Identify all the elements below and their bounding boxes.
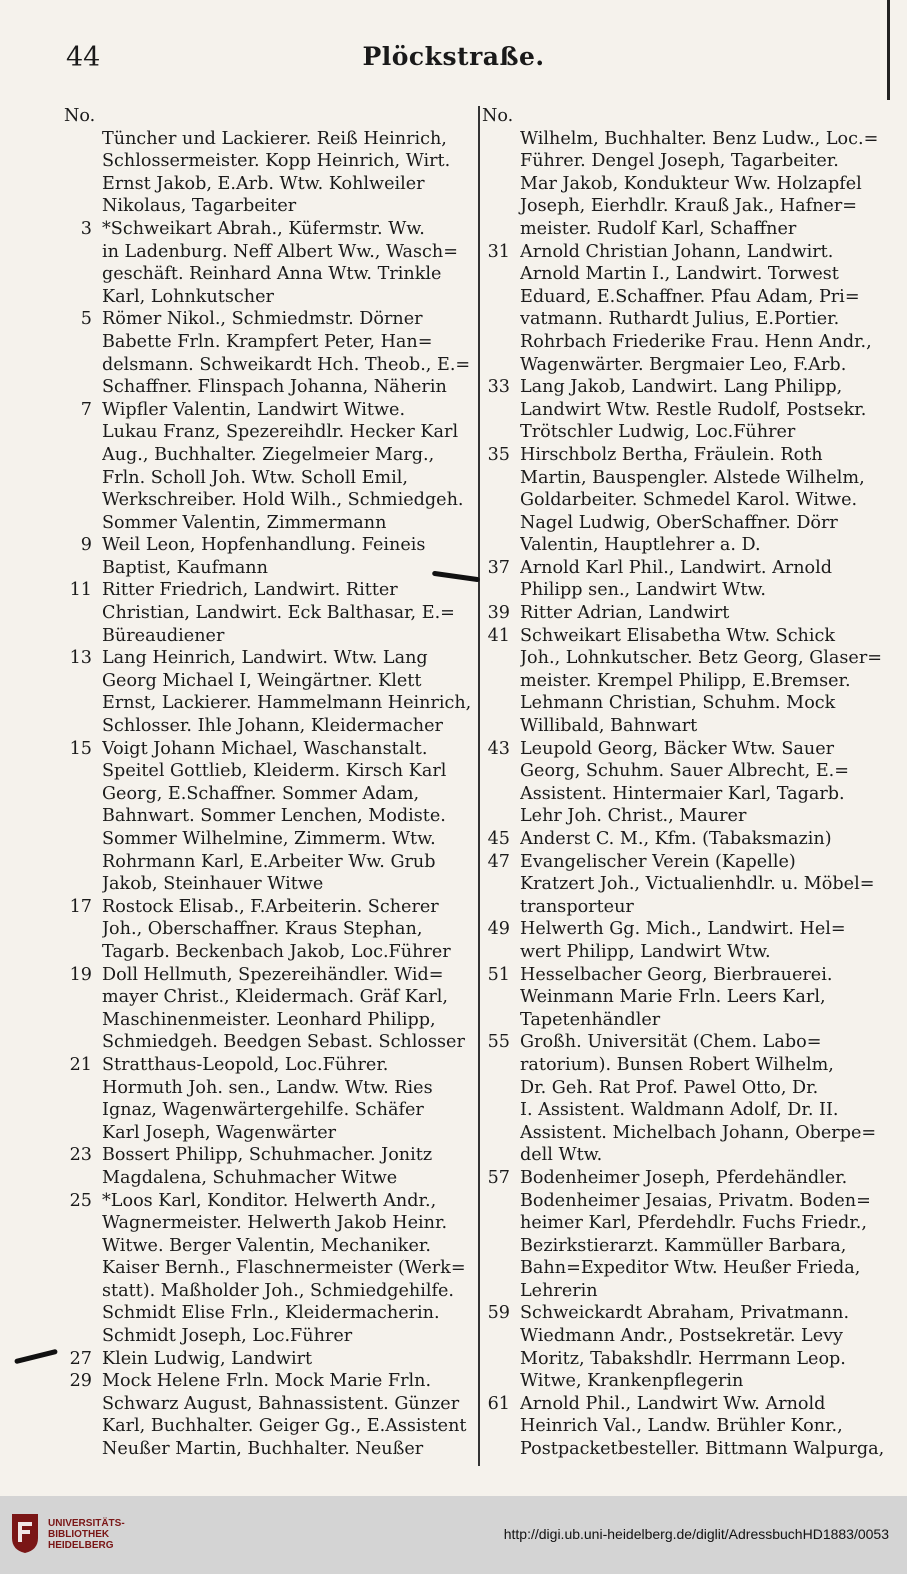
address-entry xyxy=(62,534,472,579)
entry-line: Valentin, Hauptlehrer a. D. xyxy=(520,535,761,556)
house-number: 39 xyxy=(487,603,510,624)
house-number: 29 xyxy=(69,1371,92,1392)
address-entry xyxy=(480,1167,892,1303)
entry-line: Sommer Valentin, Zimmermann xyxy=(102,512,387,533)
house-number: 41 xyxy=(487,625,510,646)
entry-line: vatmann. Ruthardt Julius, E.Portier. xyxy=(520,309,840,330)
house-number: 9 xyxy=(80,535,92,556)
house-number: 49 xyxy=(487,919,510,940)
entry-line: Georg Michael I, Weingärtner. Klett xyxy=(102,670,422,691)
house-number: 7 xyxy=(80,399,92,420)
text-line: Schlossermeister. Kopp Heinrich, Wirt. xyxy=(102,151,451,172)
address-entry xyxy=(62,1144,472,1189)
entry-line: Frln. Scholl Joh. Wtw. Scholl Emil, xyxy=(102,467,408,488)
entry-line: transporteur xyxy=(520,896,634,917)
address-entry xyxy=(480,376,892,444)
entry-line: Maschinenmeister. Leonhard Philipp, xyxy=(102,1009,436,1030)
entry-line: Christian, Landwirt. Eck Balthasar, E.= xyxy=(102,603,455,624)
address-entry xyxy=(480,851,892,919)
entry-line: Lehmann Christian, Schuhm. Mock xyxy=(520,693,836,714)
entry-line: Witwe, Krankenpflegerin xyxy=(520,1371,744,1392)
entry-line: Büreaudiener xyxy=(102,625,225,646)
address-entry xyxy=(480,557,892,602)
entry-line: Assistent. Hintermaier Karl, Tagarb. xyxy=(520,783,845,804)
footer-bar xyxy=(0,1496,907,1574)
text-line: Führer. Dengel Joseph, Tagarbeiter. xyxy=(520,151,839,172)
entry-line: Nagel Ludwig, OberSchaffner. Dörr xyxy=(520,512,838,533)
entry-line: Hesselbacher Georg, Bierbrauerei. xyxy=(520,964,833,985)
entry-line: Bahn=Expeditor Wtw. Heußer Frieda, xyxy=(520,1258,861,1279)
right-entries xyxy=(480,241,892,1461)
house-number: 33 xyxy=(487,377,510,398)
page-number: 44 xyxy=(66,42,101,73)
entry-line: Georg, E.Schaffner. Sommer Adam, xyxy=(102,783,420,804)
entry-line: Wiedmann Andr., Postsekretär. Levy xyxy=(520,1326,843,1347)
text-line: Nikolaus, Tagarbeiter xyxy=(102,196,297,217)
library-line: BIBLIOTHEK xyxy=(48,1529,110,1540)
entry-line: Doll Hellmuth, Spezereihändler. Wid= xyxy=(102,964,444,985)
house-number: 31 xyxy=(487,241,510,262)
entry-line: Rohrmann Karl, E.Arbeiter Ww. Grub xyxy=(102,851,436,872)
entry-line: Bossert Philipp, Schuhmacher. Jonitz xyxy=(102,1145,433,1166)
entry-line: dell Wtw. xyxy=(520,1145,603,1166)
entry-line: Karl, Lohnkutscher xyxy=(102,286,274,307)
address-entry xyxy=(480,1302,892,1392)
entry-line: Weil Leon, Hopfenhandlung. Feineis xyxy=(102,535,426,556)
entry-line: wert Philipp, Landwirt Wtw. xyxy=(520,941,771,962)
house-number: 45 xyxy=(487,829,510,849)
university-seal-icon xyxy=(8,1512,42,1554)
entry-line: Witwe. Berger Valentin, Mechaniker. xyxy=(102,1235,431,1256)
entry-line: Wagnermeister. Helwerth Jakob Heinr. xyxy=(102,1213,448,1234)
address-entry xyxy=(480,444,892,557)
entry-line: Mock Helene Frln. Mock Marie Frln. xyxy=(102,1371,432,1392)
entry-line: Landwirt Wtw. Restle Rudolf, Postsekr. xyxy=(520,399,867,420)
house-number: 59 xyxy=(487,1303,510,1324)
left-entries xyxy=(62,218,472,1461)
entry-line: Goldarbeiter. Schmedel Karol. Witwe. xyxy=(520,490,858,511)
page-title: Plöckstraße. xyxy=(362,42,545,71)
entry-line: Aug., Buchhalter. Ziegelmeier Marg., xyxy=(102,444,435,465)
entry-line: Werkschreiber. Hold Wilh., Schmiedgeh. xyxy=(102,490,464,511)
entry-line: Stratthaus-Leopold, Loc.Führer. xyxy=(102,1054,389,1075)
continuation xyxy=(480,128,892,241)
entry-line: Schlosser. Ihle Johann, Kleidermacher xyxy=(102,716,443,737)
text-line: Ernst Jakob, E.Arb. Wtw. Kohlweiler xyxy=(102,173,425,194)
text-line: Joseph, Eierhdlr. Krauß Jak., Hafner= xyxy=(520,196,857,217)
entry-line: Eduard, E.Schaffner. Pfau Adam, Pri= xyxy=(520,286,860,307)
entry-line: meister. Krempel Philipp, E.Bremser. xyxy=(520,670,851,691)
entry-line: Arnold Karl Phil., Landwirt. Arnold xyxy=(520,557,833,578)
address-entry xyxy=(62,1370,472,1460)
address-entry xyxy=(480,1393,892,1461)
entry-line: Bezirkstierarzt. Kammüller Barbara, xyxy=(520,1235,847,1256)
entry-line: *Schweikart Abrah., Küfermstr. Ww. xyxy=(102,218,425,239)
address-entry xyxy=(480,828,892,851)
entry-line: geschäft. Reinhard Anna Wtw. Trinkle xyxy=(102,264,442,285)
pen-mark xyxy=(14,1349,58,1364)
entry-line: Bodenheimer Jesaias, Privatm. Boden= xyxy=(520,1190,871,1211)
house-number: 15 xyxy=(69,738,92,759)
address-entry xyxy=(62,308,472,398)
source-url-link[interactable]: http://digi.ub.uni-heidelberg.de/diglit/AdressbuchHD1883/0053 xyxy=(503,1526,889,1542)
entry-line: Kratzert Joh., Victualienhdlr. u. Möbel= xyxy=(520,874,875,895)
house-number: 13 xyxy=(69,648,92,669)
left-column xyxy=(62,105,472,1461)
house-number: 11 xyxy=(69,580,92,601)
entry-line: Lang Heinrich, Landwirt. Wtw. Lang xyxy=(102,648,428,669)
entry-line: Arnold Christian Johann, Landwirt. xyxy=(520,241,834,262)
house-number: 57 xyxy=(487,1167,510,1188)
continuation xyxy=(62,128,472,218)
house-number: 35 xyxy=(487,444,510,465)
house-number: 51 xyxy=(487,964,510,985)
text-line: Tüncher und Lackierer. Reiß Heinrich, xyxy=(102,128,447,149)
entry-line: Schmidt Joseph, Loc.Führer xyxy=(102,1326,353,1347)
column-heading: No. xyxy=(64,106,96,126)
entry-line: Willibald, Bahnwart xyxy=(520,716,698,737)
house-number: 21 xyxy=(69,1054,92,1075)
address-entry xyxy=(480,918,892,963)
entry-line: Ernst, Lackierer. Hammelmann Heinrich, xyxy=(102,693,472,714)
entry-line: Schweickardt Abraham, Privatmann. xyxy=(520,1303,850,1324)
house-number: 37 xyxy=(487,557,510,578)
address-entry xyxy=(62,738,472,896)
address-entry xyxy=(62,647,472,737)
text-line: Wilhelm, Buchhalter. Benz Ludw., Loc.= xyxy=(520,128,879,149)
entry-line: Helwerth Gg. Mich., Landwirt. Hel= xyxy=(520,919,846,940)
entry-line: Heinrich Val., Landw. Brühler Konr., xyxy=(520,1416,843,1437)
library-name xyxy=(48,1518,125,1551)
entry-line: Baptist, Kaufmann xyxy=(102,557,268,578)
entry-line: Römer Nikol., Schmiedmstr. Dörner xyxy=(102,309,423,330)
entry-line: Bahnwart. Sommer Lenchen, Modiste. xyxy=(102,806,446,827)
entry-line: Evangelischer Verein (Kapelle) xyxy=(520,851,796,872)
entry-line: Philipp sen., Landwirt Wtw. xyxy=(520,580,766,601)
column-heading: No. xyxy=(482,106,514,126)
entry-line: Schweikart Elisabetha Wtw. Schick xyxy=(520,625,836,646)
entry-line: Lukau Franz, Spezereihdlr. Hecker Karl xyxy=(102,422,459,443)
entry-line: Klein Ludwig, Landwirt xyxy=(102,1348,313,1369)
entry-line: Kaiser Bernh., Flaschnermeister (Werk= xyxy=(102,1258,466,1279)
entry-line: Bodenheimer Joseph, Pferdehändler. xyxy=(520,1167,848,1188)
house-number: 55 xyxy=(487,1032,510,1053)
house-number: 17 xyxy=(69,896,92,917)
entry-line: Joh., Oberschaffner. Kraus Stephan, xyxy=(102,919,423,940)
entry-line: Hirschbolz Bertha, Fräulein. Roth xyxy=(520,444,823,465)
entry-line: delsmann. Schweikardt Hch. Theob., E.= xyxy=(102,354,471,375)
entry-line: ratorium). Bunsen Robert Wilhelm, xyxy=(520,1054,834,1075)
entry-line: Schaffner. Flinspach Johanna, Näherin xyxy=(102,377,447,398)
entry-line: Schmiedgeh. Beedgen Sebast. Schlosser xyxy=(102,1032,465,1053)
entry-line: Wipfler Valentin, Landwirt Witwe. xyxy=(102,399,406,420)
address-entry xyxy=(62,1348,472,1371)
entry-line: Schmidt Elise Frln., Kleidermacherin. xyxy=(102,1303,440,1324)
entry-line: Weinmann Marie Frln. Leers Karl, xyxy=(520,987,826,1008)
entry-line: Speitel Gottlieb, Kleiderm. Kirsch Karl xyxy=(102,761,447,782)
entry-line: Voigt Johann Michael, Waschanstalt. xyxy=(102,738,428,759)
house-number: 5 xyxy=(80,309,92,330)
address-entry xyxy=(480,241,892,377)
entry-line: Magdalena, Schuhmacher Witwe xyxy=(102,1167,398,1188)
entry-line: Lehrerin xyxy=(520,1280,598,1301)
text-line: Mar Jakob, Kondukteur Ww. Holzapfel xyxy=(520,173,862,194)
entry-line: Rostock Elisab., F.Arbeiterin. Scherer xyxy=(102,896,439,917)
entry-line: Hormuth Joh. sen., Landw. Wtw. Ries xyxy=(102,1077,433,1098)
entry-line: I. Assistent. Waldmann Adolf, Dr. II. xyxy=(520,1100,839,1121)
entry-line: Leupold Georg, Bäcker Wtw. Sauer xyxy=(520,738,835,759)
house-number: 61 xyxy=(487,1393,510,1414)
entry-line: Assistent. Michelbach Johann, Oberpe= xyxy=(520,1122,877,1143)
entry-line: mayer Christ., Kleidermach. Gräf Karl, xyxy=(102,987,448,1008)
entry-line: *Loos Karl, Konditor. Helwerth Andr., xyxy=(102,1190,437,1211)
entry-line: heimer Karl, Pferdehdlr. Fuchs Friedr., xyxy=(520,1213,867,1234)
address-entry xyxy=(480,602,892,625)
right-column xyxy=(480,105,892,1461)
entry-line: Rohrbach Friederike Frau. Henn Andr., xyxy=(520,331,872,352)
entry-line: Ritter Friedrich, Landwirt. Ritter xyxy=(102,580,398,601)
address-entry xyxy=(62,1054,472,1144)
entry-line: Wagenwärter. Bergmaier Leo, F.Arb. xyxy=(520,354,847,375)
text-line: meister. Rudolf Karl, Schaffner xyxy=(520,218,797,239)
entry-line: Anderst C. M., Kfm. (Tabaksmazin) xyxy=(520,829,832,849)
address-entry xyxy=(480,625,892,738)
entry-line: Martin, Bauspengler. Alstede Wilhelm, xyxy=(520,467,865,488)
library-line: UNIVERSITÄTS- xyxy=(48,1518,125,1529)
house-number: 27 xyxy=(69,1348,92,1369)
house-number: 23 xyxy=(69,1145,92,1166)
house-number: 47 xyxy=(487,851,510,872)
address-entry xyxy=(62,218,472,308)
entry-line: statt). Maßholder Joh., Schmiedgehilfe. xyxy=(102,1280,455,1301)
entry-line: Schwarz August, Bahnassistent. Günzer xyxy=(102,1393,460,1414)
entry-line: Moritz, Tabakshdlr. Herrmann Leop. xyxy=(520,1348,846,1369)
entry-line: Großh. Universität (Chem. Labo= xyxy=(520,1032,822,1053)
address-entry xyxy=(62,964,472,1054)
entry-line: Neußer Martin, Buchhalter. Neußer xyxy=(102,1439,424,1460)
entry-line: Tapetenhändler xyxy=(520,1009,661,1030)
entry-line: Trötschler Ludwig, Loc.Führer xyxy=(520,422,796,443)
house-number: 3 xyxy=(80,218,92,239)
library-line: HEIDELBERG xyxy=(48,1540,114,1551)
entry-line: Dr. Geh. Rat Prof. Pawel Otto, Dr. xyxy=(520,1077,819,1098)
house-number: 19 xyxy=(69,964,92,985)
address-entry xyxy=(62,1190,472,1348)
entry-line: Georg, Schuhm. Sauer Albrecht, E.= xyxy=(520,761,850,782)
entry-line: Babette Frln. Krampfert Peter, Han= xyxy=(102,331,433,352)
entry-line: Lehr Joh. Christ., Maurer xyxy=(520,806,747,827)
address-entry xyxy=(62,579,472,647)
entry-line: Lang Jakob, Landwirt. Lang Philipp, xyxy=(520,377,843,398)
address-entry xyxy=(480,964,892,1032)
entry-line: Arnold Martin I., Landwirt. Torwest xyxy=(520,264,839,285)
address-entry xyxy=(480,1031,892,1167)
entry-line: Ritter Adrian, Landwirt xyxy=(520,603,730,624)
house-number: 25 xyxy=(69,1190,92,1211)
entry-line: Joh., Lohnkutscher. Betz Georg, Glaser= xyxy=(520,648,882,669)
entry-line: in Ladenburg. Neff Albert Ww., Wasch= xyxy=(102,241,458,262)
entry-line: Jakob, Steinhauer Witwe xyxy=(102,874,324,895)
entry-line: Ignaz, Wagenwärtergehilfe. Schäfer xyxy=(102,1100,424,1121)
entry-line: Arnold Phil., Landwirt Ww. Arnold xyxy=(520,1393,826,1414)
house-number: 43 xyxy=(487,738,510,759)
entry-line: Karl Joseph, Wagenwärter xyxy=(102,1122,337,1143)
address-entry xyxy=(480,738,892,828)
entry-line: Sommer Wilhelmine, Zimmerm. Wtw. xyxy=(102,829,436,849)
entry-line: Tagarb. Beckenbach Jakob, Loc.Führer xyxy=(102,941,451,962)
address-entry xyxy=(62,399,472,535)
entry-line: Karl, Buchhalter. Geiger Gg., E.Assistent xyxy=(102,1416,467,1437)
entry-line: Postpacketbesteller. Bittmann Walpurga, xyxy=(520,1439,885,1460)
address-entry xyxy=(62,896,472,964)
